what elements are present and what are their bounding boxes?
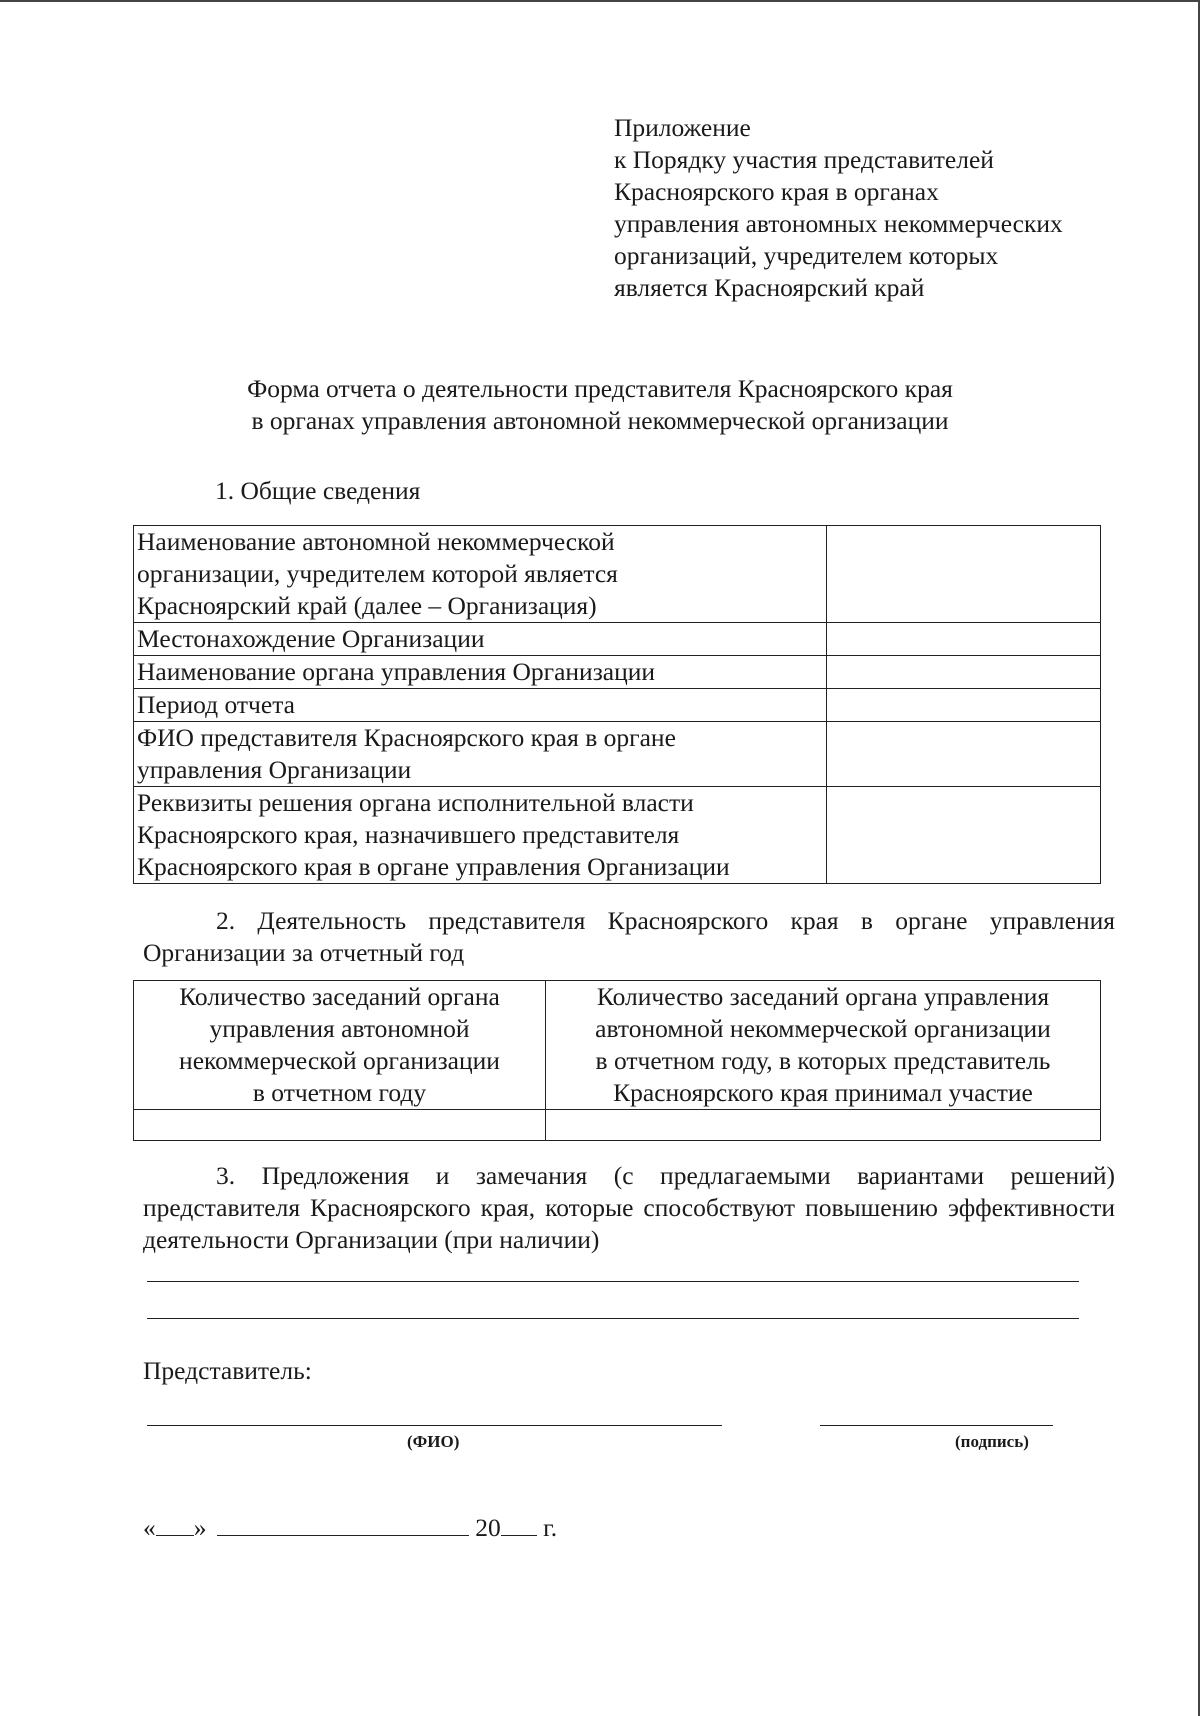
row-label	[134, 689, 827, 722]
row-label	[134, 787, 827, 884]
header-line: автономной некоммерческой организации	[595, 1014, 1051, 1043]
appendix-block	[614, 112, 1174, 304]
header-line: некоммерческой организации	[179, 1046, 500, 1075]
table-row	[134, 623, 1101, 656]
row-label	[134, 623, 827, 656]
date-day-field[interactable]	[156, 1511, 194, 1536]
row-label-line: Красноярский край (далее – Организация)	[137, 591, 597, 620]
row-value-cell[interactable]	[827, 526, 1101, 623]
header-line: в отчетном году	[252, 1078, 427, 1107]
row-value-cell[interactable]	[827, 623, 1101, 656]
form-title-line: в органах управления автономной некоммерческой организации	[251, 406, 949, 435]
appendix-line: управления автономных некоммерческих	[614, 209, 1063, 238]
proposal-input-line[interactable]	[147, 1281, 1079, 1282]
date-month-field[interactable]	[217, 1511, 469, 1536]
form-title	[150, 373, 1050, 437]
proposal-input-line[interactable]	[147, 1318, 1079, 1319]
row-label	[134, 722, 827, 787]
row-label-line: Реквизиты решения органа исполнительной власти	[137, 788, 694, 817]
date-year-prefix: 20	[475, 1513, 501, 1542]
row-label-line: ФИО представителя Красноярского края в органе	[137, 723, 676, 752]
table-row	[134, 787, 1101, 884]
row-value-cell[interactable]	[827, 656, 1101, 689]
general-info-table	[133, 525, 1101, 884]
meetings-table	[133, 980, 1101, 1141]
column-header-meetings-attended	[546, 981, 1101, 1110]
date-year-field[interactable]	[501, 1511, 537, 1536]
row-label-line: Красноярского края, назначившего представителя	[137, 820, 680, 849]
date-open-quote: «	[143, 1513, 156, 1542]
row-label-line: Наименование органа управления Организации	[137, 657, 656, 686]
row-value-cell[interactable]	[827, 787, 1101, 884]
section2-heading: 2. Деятельность представителя Красноярского края в органе управления Организации за отчетный год	[143, 906, 1115, 967]
date-close-quote: »	[193, 1513, 207, 1542]
appendix-line: является Красноярский край	[614, 273, 925, 302]
form-title-line: Форма отчета о деятельности представителя Красноярского края	[247, 374, 953, 403]
header-line: Количество заседаний органа	[179, 982, 500, 1011]
row-label-line: организации, учредителем которой является	[137, 559, 618, 588]
table-row	[134, 656, 1101, 689]
meetings-attended-cell[interactable]	[546, 1110, 1101, 1141]
header-line: Красноярского края принимал участие	[613, 1078, 1033, 1107]
scan-edge-top	[0, 0, 1200, 2]
meetings-total-cell[interactable]	[134, 1110, 546, 1141]
header-line: Количество заседаний органа управления	[596, 982, 1050, 1011]
table-row	[134, 689, 1101, 722]
appendix-line: к Порядку участия представителей	[614, 145, 994, 174]
row-label-line: управления Организации	[137, 755, 412, 784]
row-value-cell[interactable]	[827, 689, 1101, 722]
appendix-line: Красноярского края в органах	[614, 177, 939, 206]
table-row	[134, 722, 1101, 787]
header-line: в отчетном году, в которых представитель	[595, 1046, 1051, 1075]
row-value-cell[interactable]	[827, 722, 1101, 787]
signature-caption: (подпись)	[955, 1432, 1029, 1451]
row-label	[134, 526, 827, 623]
row-label-line: Период отчета	[137, 690, 295, 719]
signature-input-line[interactable]	[820, 1425, 1053, 1426]
date-year-suffix: г.	[543, 1513, 558, 1542]
date-row	[143, 1511, 557, 1544]
row-label-line: Наименование автономной некоммерческой	[137, 527, 615, 556]
appendix-line: Приложение	[614, 113, 751, 142]
representative-label: Представитель:	[143, 1356, 312, 1385]
table-row	[134, 1110, 1101, 1141]
appendix-line: организаций, учредителем которых	[614, 241, 999, 270]
fio-input-line[interactable]	[147, 1425, 722, 1426]
row-label-line: Красноярского края в органе управления Организации	[137, 852, 730, 881]
table-row	[134, 526, 1101, 623]
fio-caption: (ФИО)	[407, 1432, 460, 1451]
row-label	[134, 656, 827, 689]
section3-paragraph: 3. Предложения и замечания (с предлагаемыми вариантами решений) представителя Красноярского края, которые способствуют повышению эффективности деятельности Организации (при наличии)	[143, 1161, 1115, 1254]
section1-heading: 1. Общие сведения	[215, 476, 421, 505]
column-header-meetings-total	[134, 981, 546, 1110]
row-label-line: Местонахождение Организации	[137, 624, 485, 653]
header-line: управления автономной	[209, 1014, 470, 1043]
table-header-row	[134, 981, 1101, 1110]
